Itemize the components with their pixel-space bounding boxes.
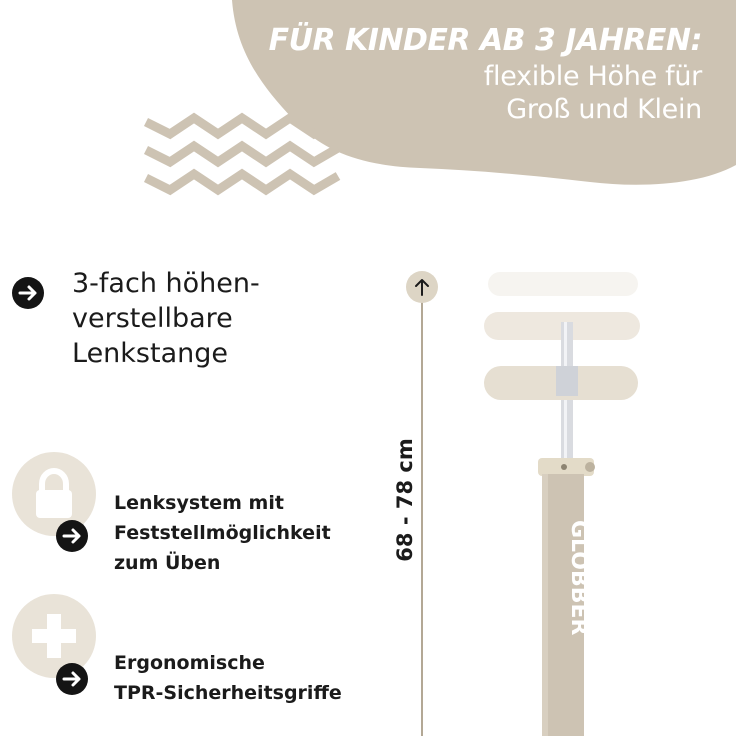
arrow-right-icon [56,520,88,552]
feature-height-adjustable [72,266,332,371]
feature-1-line-2: verstellbare [72,303,233,334]
feature-3-line-1: Ergonomische [114,652,265,674]
scooter-handlebar-image [470,250,650,736]
arrow-right-icon [56,663,88,695]
feature-1-line-1: 3-fach höhen- [72,268,260,299]
arrow-right-icon [12,277,44,309]
headline-line-3: Groß und Klein [506,94,702,125]
zigzag-decoration-icon [142,110,342,202]
brand-text: GLOBBER [566,520,591,636]
feature-2-line-3: zum Üben [114,552,221,574]
measurement-text: 68 - 78 cm [393,438,417,562]
feature-lock-steering [114,488,394,578]
feature-2-line-1: Lenksystem mit [114,492,284,514]
feature-3-line-2: TPR-Sicherheitsgriffe [114,682,342,704]
feature-1-line-3: Lenkstange [72,338,228,369]
headline-line-1: FÜR KINDER AB 3 JAHREN: [268,23,702,58]
measurement-line [421,300,423,736]
headline-line-2: flexible Höhe für [483,61,702,92]
feature-ergonomic-grips [114,648,394,708]
arrow-up-icon [406,271,438,303]
feature-2-line-2: Feststellmöglichkeit [114,522,331,544]
